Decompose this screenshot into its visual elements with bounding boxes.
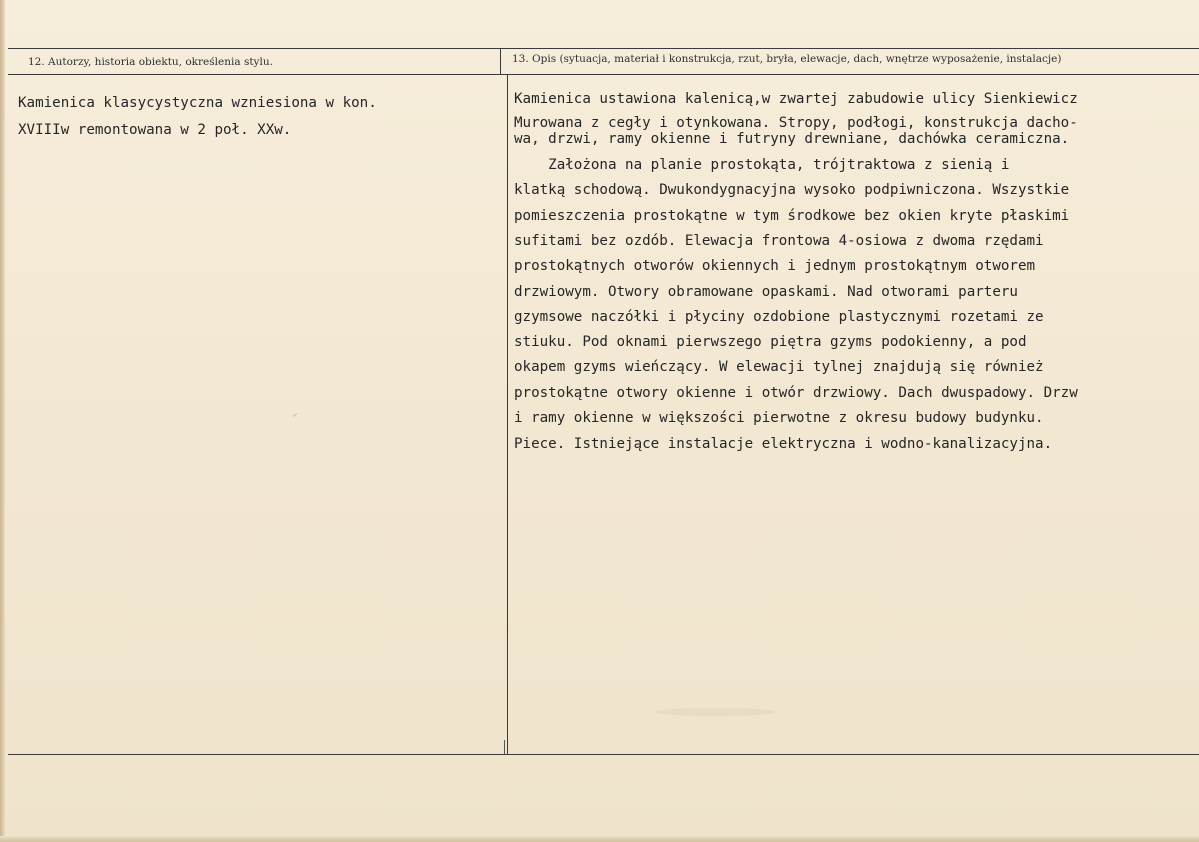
section-13-line: Założona na planie prostokąta, trójtraktowa z sienią i [514,157,1010,173]
section-13-label: 13. Opis (sytuacja, materiał i konstrukcja, rzut, bryła, elewacje, dach, wnętrze wyposażenie, instalacje) [512,53,1062,65]
bottom-rule [8,754,1199,755]
section-12-line: Kamienica klasycystyczna wzniesiona w kon. [18,95,377,111]
section-13-line: wa, drzwi, ramy okienne i futryny drewniane, dachówka ceramiczna. [514,131,1070,147]
column-divider [507,74,508,754]
section-13-line: sufitami bez ozdób. Elewacja frontowa 4-osiowa z dwoma rzędami [514,233,1044,249]
section-13-line: pomieszczenia prostokątne w tym środkowe bez okien kryte płaskimi [514,208,1070,224]
section-13-line: okapem gzyms wieńczący. W elewacji tylnej znajdują się również [514,359,1044,375]
card-left-edge [0,0,5,842]
section-13-line: Piece. Istniejące instalacje elektryczna i wodno-kanalizacyjna. [514,436,1053,452]
section-12-line: XVIIIw remontowana w 2 poł. XXw. [18,122,292,138]
divider-tick [504,740,505,754]
header-divider [500,48,501,74]
section-13-line: prostokątnych otworów okiennych i jednym prostokątnym otworem [514,258,1036,274]
section-13-line: gzymsowe naczółki i płyciny ozdobione plastycznymi rozetami ze [514,309,1044,325]
section-12-label: 12. Autorzy, historia obiektu, określenia stylu. [28,56,273,68]
paper-mark [655,708,775,716]
section-13-line: Murowana z cegły i otynkowana. Stropy, podłogi, konstrukcja dacho- [514,115,1078,131]
header-rule [8,74,1199,75]
top-rule [8,48,1199,49]
paper-mark [292,412,298,417]
section-13-line: stiuku. Pod oknami pierwszego piętra gzyms podokienny, a pod [514,334,1027,350]
section-13-line: i ramy okienne w większości pierwotne z okresu budowy budynku. [514,410,1044,426]
section-13-line: prostokątne otwory okienne i otwór drzwiowy. Dach dwuspadowy. Drzw [514,385,1078,401]
section-13-line: Kamienica ustawiona kalenicą,w zwartej zabudowie ulicy Sienkiewicz [514,91,1078,107]
card-bottom-edge [0,836,1199,842]
section-13-line: drzwiowym. Otwory obramowane opaskami. Nad otworami parteru [514,284,1018,300]
section-13-line: klatką schodową. Dwukondygnacyjna wysoko podpiwniczona. Wszystkie [514,182,1070,198]
